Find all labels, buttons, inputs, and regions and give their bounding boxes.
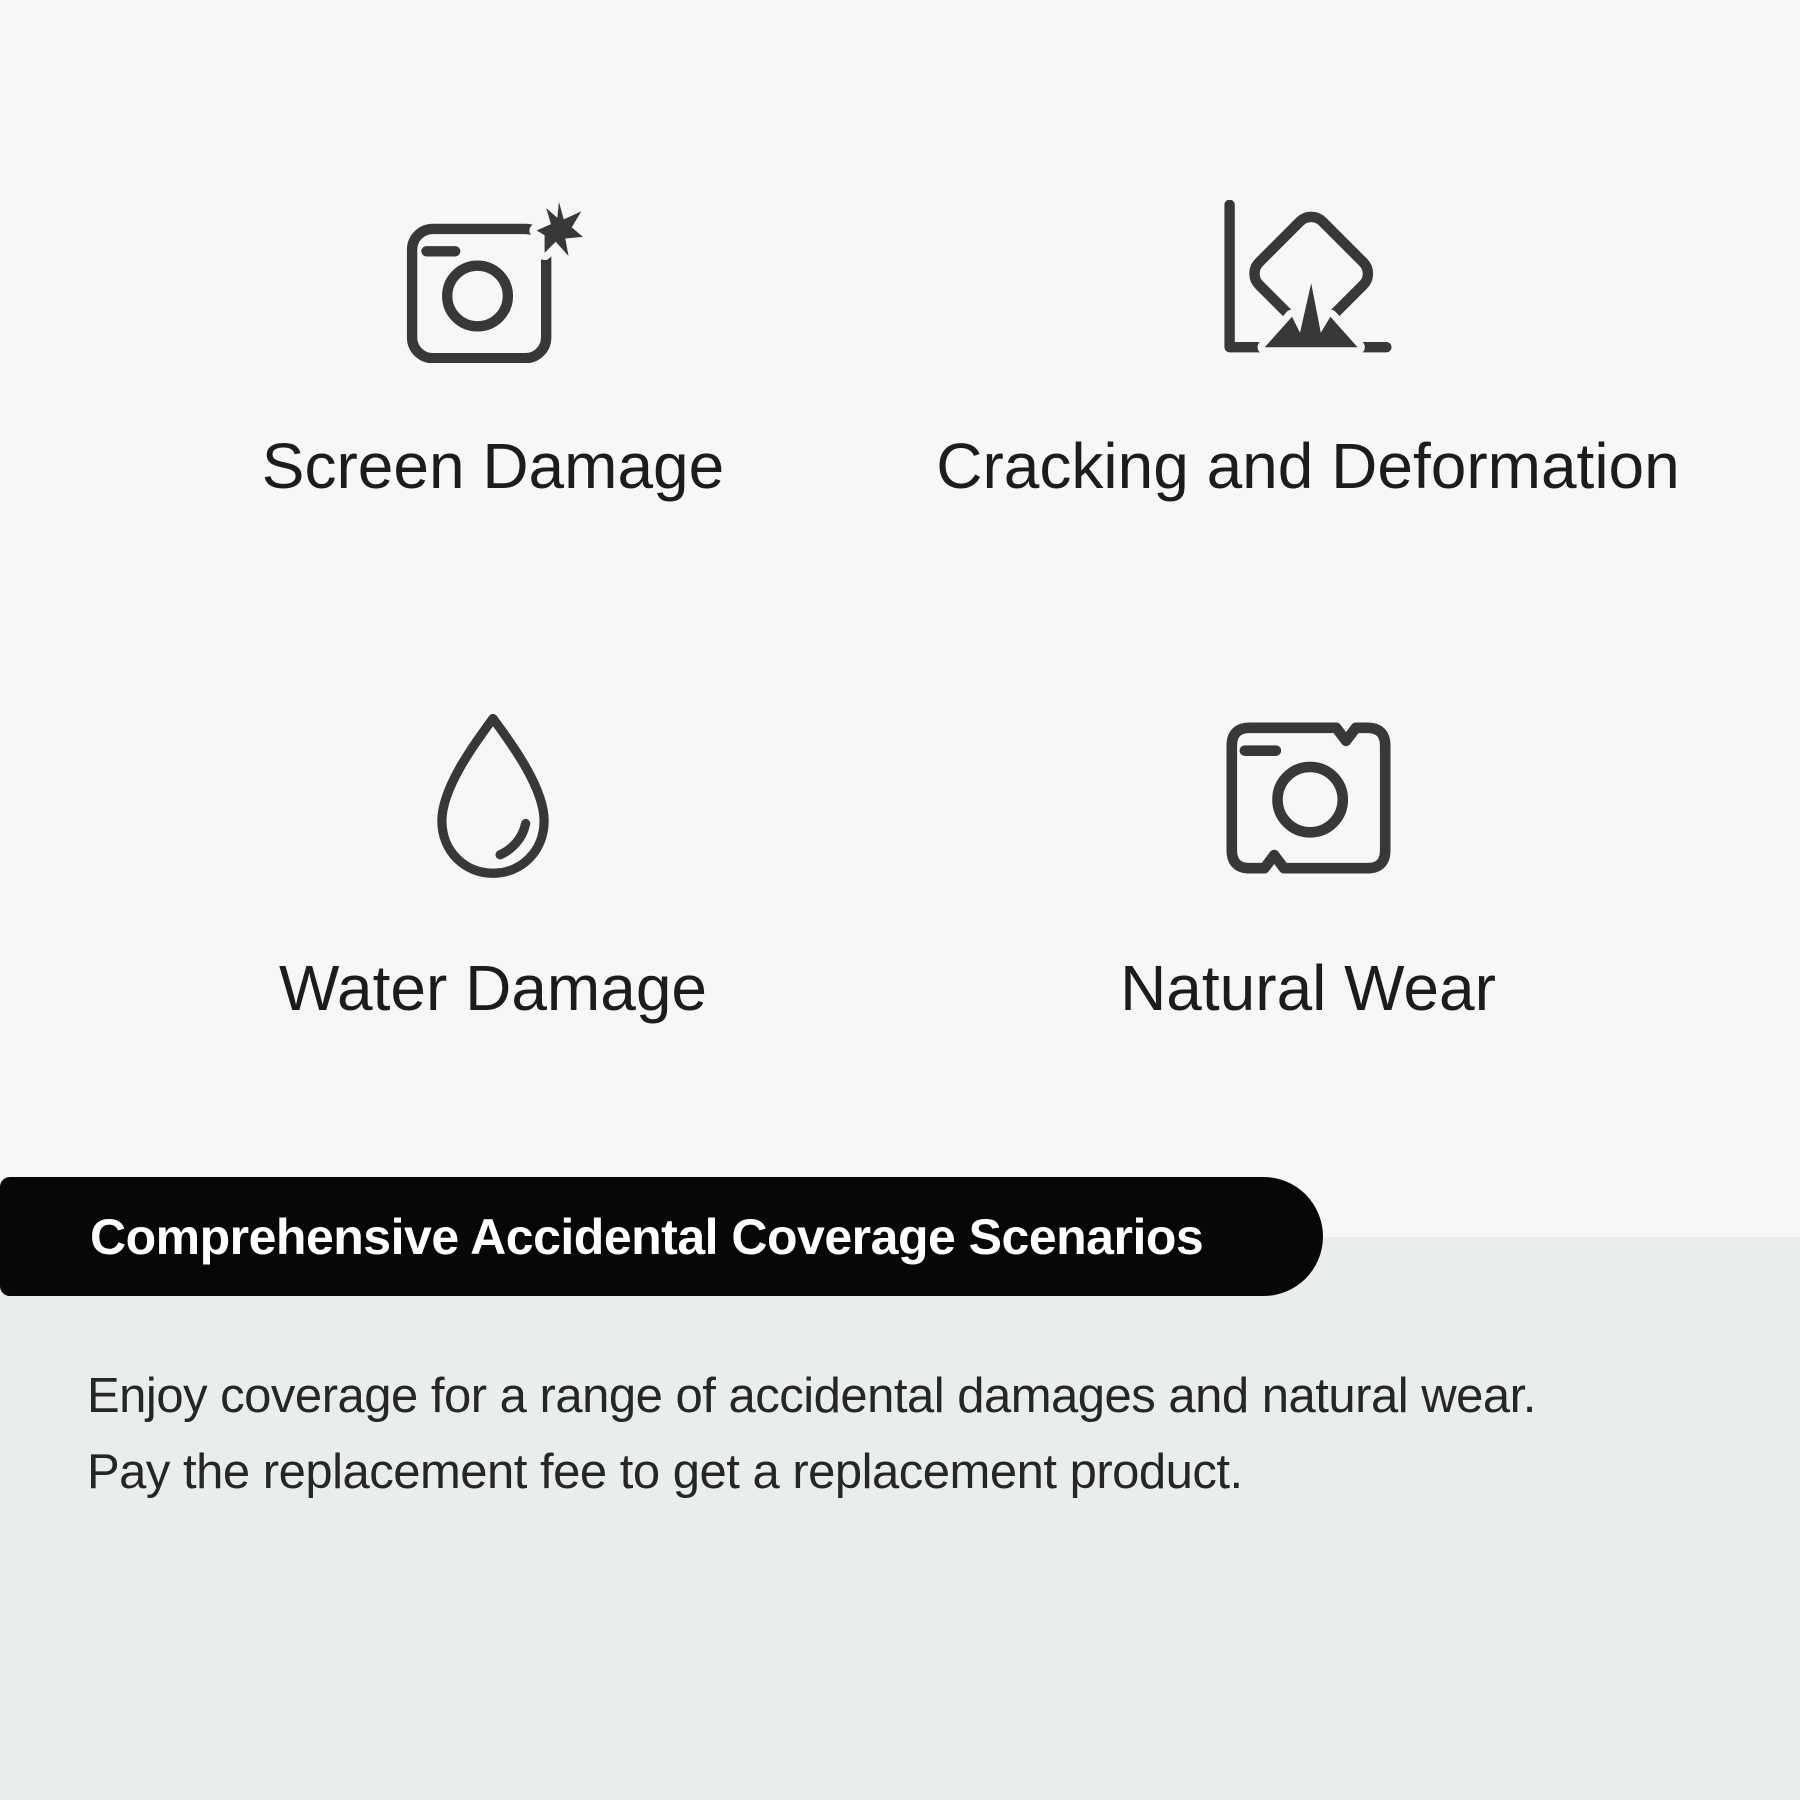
- water-drop-icon-svg: [422, 710, 564, 886]
- coverage-description-line2: Pay the replacement fee to get a replacement product.: [87, 1445, 1243, 1499]
- falling-object-impact-icon-svg: [1220, 200, 1396, 360]
- coverage-label-natural-wear: Natural Wear: [1120, 952, 1496, 1024]
- coverage-label-cracking-deformation: Cracking and Deformation: [936, 430, 1680, 502]
- worn-camera-icon-svg: [1222, 718, 1395, 878]
- section-banner: [0, 1177, 1323, 1296]
- coverage-description: [87, 1358, 1536, 1510]
- worn-camera-icon: [1222, 705, 1395, 890]
- camera-impact-icon: [404, 196, 583, 364]
- camera-impact-icon-svg: [404, 197, 583, 363]
- water-drop-icon: [422, 705, 564, 890]
- coverage-item-water-damage: [113, 705, 873, 1027]
- coverage-item-screen-damage: [113, 196, 873, 505]
- coverage-label-screen-damage: Screen Damage: [261, 430, 725, 502]
- description-section: [0, 1237, 1800, 1800]
- coverage-label-water-damage: Water Damage: [279, 952, 707, 1024]
- coverage-item-natural-wear: [928, 705, 1688, 1027]
- coverage-description-line1: Enjoy coverage for a range of accidental damages and natural wear.: [87, 1369, 1536, 1423]
- section-banner-title: Comprehensive Accidental Coverage Scenarios: [90, 1208, 1204, 1265]
- falling-object-impact-icon: [1220, 196, 1396, 364]
- coverage-item-cracking-deformation: [928, 196, 1688, 505]
